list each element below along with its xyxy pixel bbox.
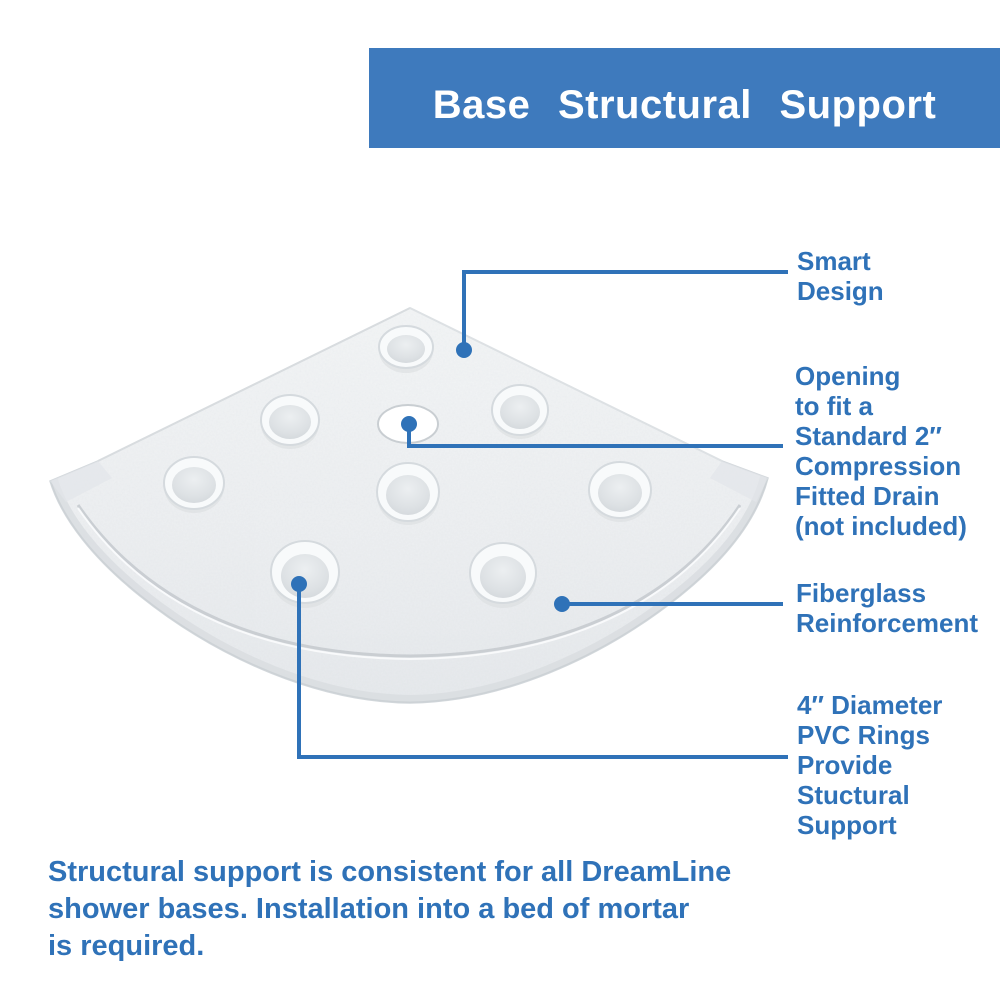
pvc-ring [492, 385, 548, 439]
footer-line: Structural support is consistent for all DreamLine [48, 856, 732, 888]
page-title: Base Structural Support [432, 83, 937, 127]
pvc-ring [589, 462, 651, 522]
callout-dot [456, 342, 472, 358]
callout-line: 4″ Diameter [797, 690, 943, 720]
callout-line: PVC Rings [797, 720, 930, 750]
footer-line: is required. [48, 930, 205, 962]
callout-line: Stuctural [797, 780, 910, 810]
callout-line: Fitted Drain [795, 481, 940, 511]
callout-label-drain-opening [795, 361, 967, 541]
pvc-ring [164, 457, 224, 513]
pvc-ring [377, 463, 439, 525]
callout-line: Provide [797, 750, 893, 780]
callout-line: Reinforcement [796, 608, 979, 638]
callout-dot [554, 596, 570, 612]
callout-line: Compression [795, 451, 962, 481]
callout-dot [291, 576, 307, 592]
callout-dot [401, 416, 417, 432]
callout-label-pvc-rings [797, 690, 942, 840]
pvc-ring [261, 395, 319, 449]
footer-note [48, 854, 731, 965]
callout-line: Fiberglass [796, 578, 927, 608]
footer-line: shower bases. Installation into a bed of mortar [48, 893, 690, 925]
callout-line: Standard 2″ [795, 421, 942, 451]
callout-line: Smart [797, 246, 871, 276]
pvc-ring [271, 541, 339, 608]
callout-line: Opening [795, 361, 901, 391]
callout-line: Support [797, 810, 897, 840]
callout-label-smart-design [797, 246, 884, 306]
callout-line: (not included) [795, 511, 967, 541]
pvc-ring [470, 543, 536, 608]
leader-line-smart-design [464, 272, 788, 350]
callout-line: to fit a [795, 391, 873, 421]
base-illustration [30, 290, 790, 720]
callout-label-fiberglass [796, 578, 978, 638]
callout-line: Design [797, 276, 884, 306]
pvc-ring [379, 326, 433, 373]
